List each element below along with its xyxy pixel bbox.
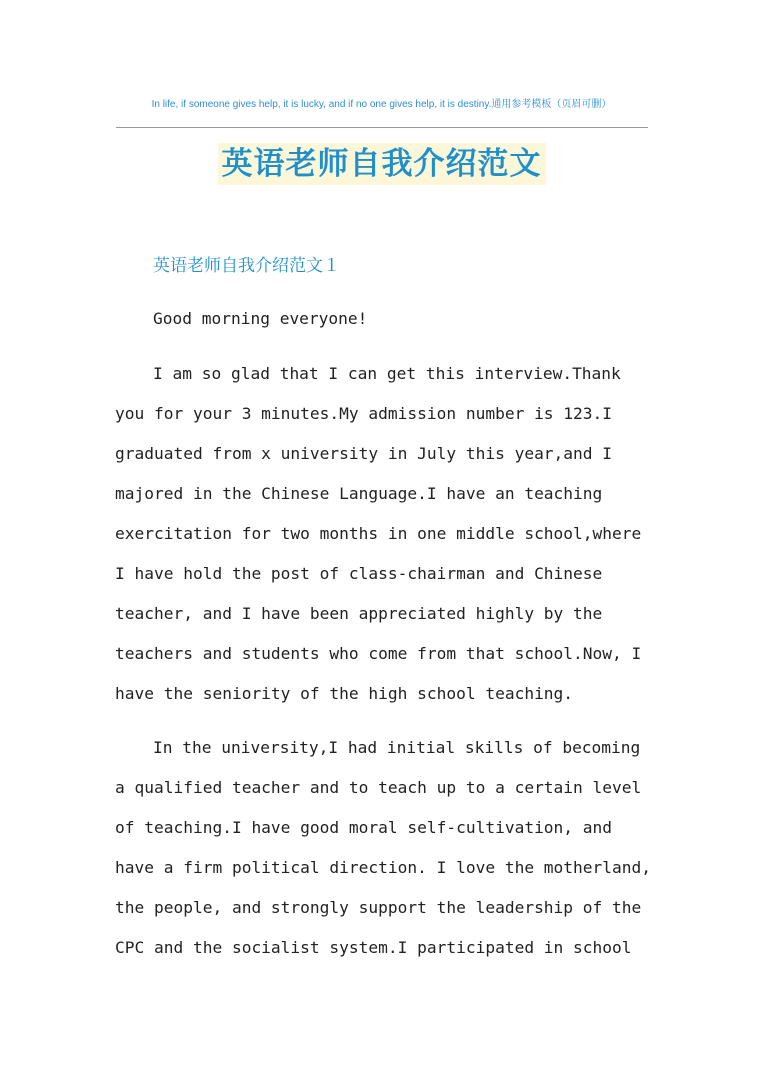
document-title: 英语老师自我介绍范文 [218, 143, 546, 185]
page-header-note: In life, if someone gives help, it is lucky, and if no one gives help, it is destiny.通用参考模板（页眉可删） [151, 99, 612, 110]
paragraph-1-line: graduated from x university in July this year,and I [115, 444, 613, 463]
paragraph-1-line: majored in the Chinese Language.I have an teaching [115, 484, 603, 503]
greeting-line: Good morning everyone! [153, 309, 368, 328]
section-heading: 英语老师自我介绍范文１ [153, 256, 340, 276]
paragraph-1-line: teachers and students who come from that school.Now, I [115, 644, 642, 663]
paragraph-2-line: a qualified teacher and to teach up to a certain level [115, 778, 642, 797]
paragraph-2-line: have a firm political direction. I love the motherland, [115, 858, 652, 877]
paragraph-1-line: I have hold the post of class-chairman and Chinese [115, 564, 603, 583]
paragraph-1-line: exercitation for two months in one middle school,where [115, 524, 642, 543]
document-title-wrapper [0, 143, 763, 185]
paragraph-1-line: have the seniority of the high school teaching. [115, 684, 574, 703]
paragraph-2-line: of teaching.I have good moral self-cultivation, and [115, 818, 613, 837]
paragraph-1-line: you for your 3 minutes.My admission number is 123.I [115, 404, 613, 423]
paragraph-1 [115, 354, 650, 714]
header-divider [116, 127, 648, 128]
paragraph-1-line: teacher, and I have been appreciated highly by the [115, 604, 603, 623]
paragraph-1-line: I am so glad that I can get this interview.Thank [153, 364, 621, 383]
paragraph-2 [115, 728, 650, 968]
paragraph-2-line: CPC and the socialist system.I participated in school [115, 938, 632, 957]
paragraph-2-line: the people, and strongly support the leadership of the [115, 898, 642, 917]
paragraph-2-line: In the university,I had initial skills of becoming [153, 738, 641, 757]
